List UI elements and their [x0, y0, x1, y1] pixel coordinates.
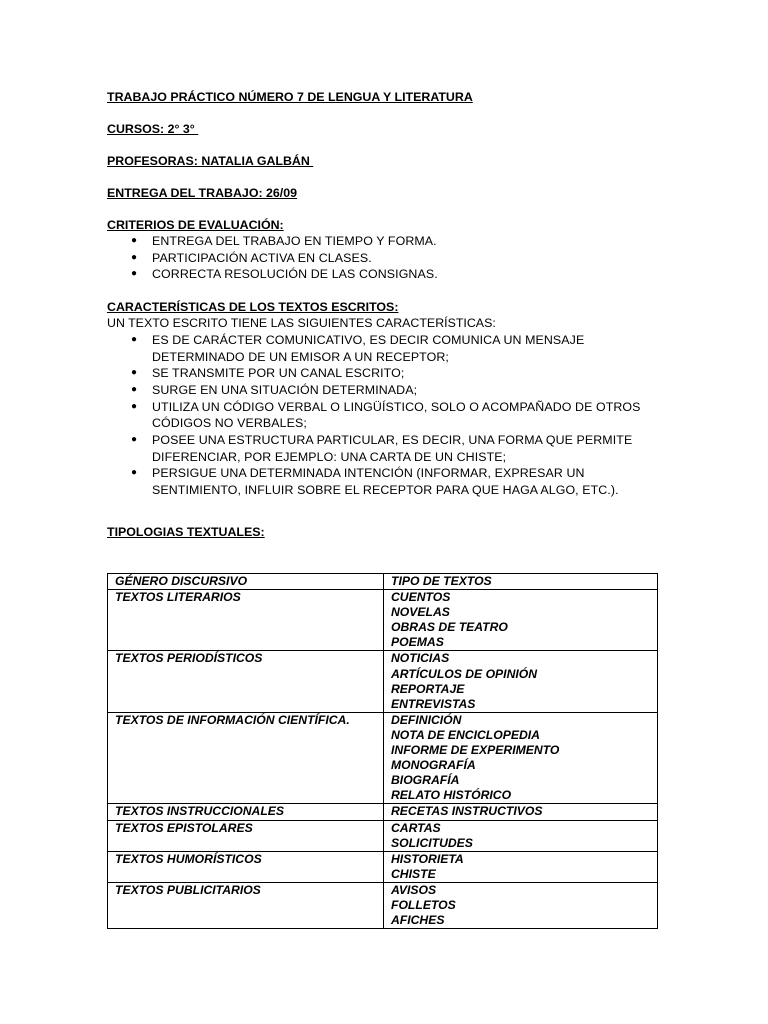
types-cell	[384, 882, 658, 928]
text-type-item: HISTORIETA	[391, 851, 464, 866]
text-type-item: RECETAS INSTRUCTIVOS	[391, 804, 543, 819]
courses-line: CURSOS: 2° 3°	[107, 122, 199, 136]
table-row	[108, 820, 658, 851]
genre-cell: TEXTOS LITERARIOS	[108, 590, 384, 651]
text-type-item: NOTA DE ENCICLOPEDIA	[391, 727, 540, 742]
text-type-item: NOVELAS	[391, 605, 450, 620]
criteria-list	[107, 233, 667, 283]
teachers-line: PROFESORAS: NATALIA GALBÁN	[107, 154, 314, 168]
types-cell	[384, 851, 658, 882]
bullet-icon: ●	[131, 400, 138, 412]
types-cell	[384, 651, 658, 712]
header-cell-types: TIPO DE TEXTOS	[384, 574, 658, 590]
bullet-icon: ●	[131, 367, 138, 379]
bullet-icon: ●	[131, 235, 138, 246]
text-type-item: REPORTAJE	[391, 681, 465, 696]
text-type-item: RELATO HISTÓRICO	[391, 788, 512, 803]
text-type-item: OBRAS DE TEATRO	[391, 620, 508, 635]
text-type-item: AFICHES	[391, 913, 445, 928]
due-date-line: ENTREGA DEL TRABAJO: 26/09	[107, 186, 298, 200]
list-item: ● PERSIGUE UNA DETERMINADA INTENCIÓN (INFORMAR, EXPRESAR UN SENTIMIENTO, INFLUIR SOBRE EL RECEPTOR PARA QUE HAGA ALGO, ETC.).	[131, 466, 619, 498]
typologies-table	[107, 573, 658, 929]
list-item: ● SURGE EN UNA SITUACIÓN DETERMINADA;	[131, 382, 418, 397]
table-row	[108, 590, 658, 651]
genre-cell: TEXTOS INSTRUCCIONALES	[108, 804, 384, 820]
list-item: ● SE TRANSMITE POR UN CANAL ESCRITO;	[131, 366, 405, 381]
bullet-icon: ●	[131, 333, 138, 345]
genre-cell: TEXTOS EPISTOLARES	[108, 820, 384, 851]
text-type-item: FOLLETOS	[391, 897, 456, 912]
text-type-item: CHISTE	[391, 866, 436, 881]
types-cell	[384, 820, 658, 851]
table-row	[108, 851, 658, 882]
bullet-icon: ●	[131, 268, 138, 280]
table-row	[108, 882, 658, 928]
list-item: ● CORRECTA RESOLUCIÓN DE LAS CONSIGNAS.	[131, 267, 438, 282]
bullet-icon: ●	[131, 383, 138, 395]
criteria-heading: CRITERIOS DE EVALUACIÓN:	[107, 218, 284, 232]
list-item: ● UTILIZA UN CÓDIGO VERBAL O LINGÜÍSTICO, SOLO O ACOMPAÑADO DE OTROS CÓDIGOS NO VERBALES;	[131, 399, 641, 431]
text-type-item: MONOGRAFÍA	[391, 758, 476, 773]
document-page	[107, 89, 667, 540]
table-row	[108, 651, 658, 712]
text-type-item: NOTICIAS	[391, 651, 450, 666]
text-type-item: CUENTOS	[391, 590, 451, 605]
text-type-item: AVISOS	[391, 882, 437, 897]
text-type-item: DEFINICIÓN	[391, 712, 462, 727]
table-header-row	[108, 574, 658, 590]
table-row	[108, 712, 658, 804]
types-cell	[384, 712, 658, 804]
text-type-item: ENTREVISTAS	[391, 696, 476, 711]
genre-cell: TEXTOS DE INFORMACIÓN CIENTÍFICA.	[108, 712, 384, 804]
list-item: ● ES DE CARÁCTER COMUNICATIVO, ES DECIR COMUNICA UN MENSAJE DETERMINADO DE UN EMISOR A UN RECEPTOR;	[131, 332, 585, 364]
text-type-item: BIOGRAFÍA	[391, 773, 460, 788]
text-type-item: SOLICITUDES	[391, 835, 473, 850]
characteristics-intro: UN TEXTO ESCRITO TIENE LAS SIGUIENTES CARACTERÍSTICAS:	[107, 316, 496, 331]
bullet-icon: ●	[131, 434, 138, 446]
bullet-icon: ●	[131, 467, 138, 479]
genre-cell: TEXTOS HUMORÍSTICOS	[108, 851, 384, 882]
list-item: ● PARTICIPACIÓN ACTIVA EN CLASES.	[131, 250, 372, 265]
document-title: TRABAJO PRÁCTICO NÚMERO 7 DE LENGUA Y LITERATURA	[107, 90, 473, 104]
types-cell	[384, 590, 658, 651]
text-type-item: INFORME DE EXPERIMENTO	[391, 743, 560, 758]
text-type-item: POEMAS	[391, 635, 444, 650]
genre-cell: TEXTOS PUBLICITARIOS	[108, 882, 384, 928]
header-cell-genre: GÉNERO DISCURSIVO	[108, 574, 384, 590]
text-type-item: ARTÍCULOS DE OPINIÓN	[391, 666, 538, 681]
text-type-item: CARTAS	[391, 820, 441, 835]
genre-cell: TEXTOS PERIODÍSTICOS	[108, 651, 384, 712]
typologies-heading: TIPOLOGIAS TEXTUALES:	[107, 524, 265, 539]
list-item: ● ENTREGA DEL TRABAJO EN TIEMPO Y FORMA.	[131, 234, 437, 248]
characteristics-heading: CARACTERÍSTICAS DE LOS TEXTOS ESCRITOS:	[107, 300, 399, 315]
characteristics-list	[107, 332, 667, 499]
bullet-icon: ●	[131, 251, 138, 263]
types-cell	[384, 804, 658, 820]
table-row	[108, 804, 658, 820]
list-item: ● POSEE UNA ESTRUCTURA PARTICULAR, ES DECIR, UNA FORMA QUE PERMITE DIFERENCIAR, POR EJEMPLO: UNA CARTA DE UN CHISTE;	[131, 433, 633, 464]
